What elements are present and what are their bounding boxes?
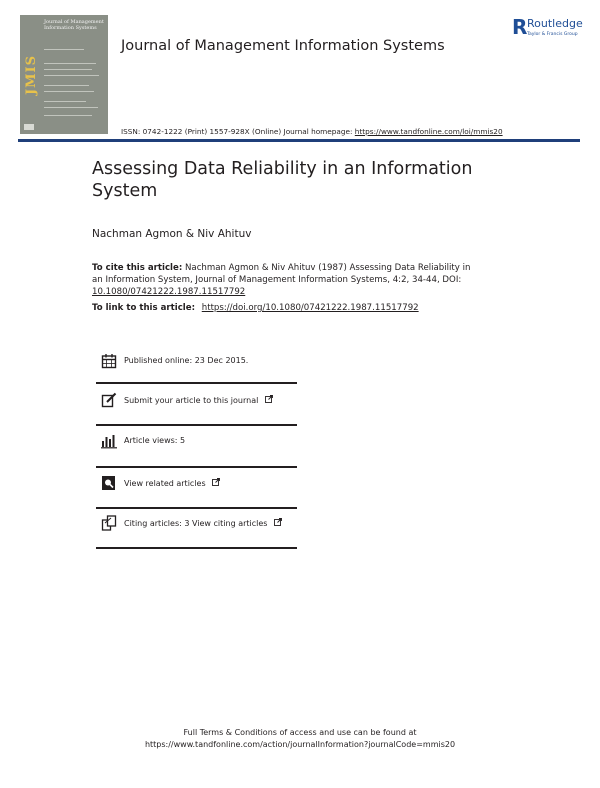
cite-label: To cite this article: [92,263,183,273]
info-divider [96,424,297,426]
journal-title: Journal of Management Information Systems [121,38,445,54]
related-articles-label: View related articles [124,479,206,488]
link-label: To link to this article: [92,303,196,313]
cite-text: Nachman Agmon & Niv Ahituv (1987) Assessing Data Reliability in an Information System, Journal of Management Information Systems, 4:2, 34-44, DOI: [92,263,471,285]
cover-line [44,91,94,92]
article-title: Assessing Data Reliability in an Information System [92,159,473,201]
calendar-icon [101,353,117,369]
cover-line [44,69,92,70]
submit-article-link[interactable] [96,392,297,432]
external-link-icon [274,518,282,526]
edit-icon [101,392,117,408]
cover-line [44,115,92,116]
cover-line [44,63,96,64]
publisher-subtitle: Taylor & Francis Group [527,32,578,37]
article-views-label: Article views: 5 [124,436,186,445]
issn-line [121,127,503,136]
cover-line [44,107,98,108]
search-document-icon [101,475,117,491]
citing-articles-link[interactable] [96,515,297,555]
cover-line [44,101,86,102]
submit-article-label: Submit your article to this journal [124,396,259,405]
cover-line [44,85,89,86]
cover-line [44,75,99,76]
citation-block [92,262,472,298]
cover-title-text: Journal of Management Information Systems [44,19,104,31]
related-articles-label-wrap [124,478,220,488]
info-divider [96,466,297,468]
article-link-line [92,303,419,313]
external-link-icon [265,395,273,403]
bar-chart-icon [101,433,117,449]
article-authors: Nachman Agmon & Niv Ahituv [92,228,252,240]
cover-line [44,49,84,50]
citing-articles-icon [101,515,117,531]
external-link-icon [212,478,220,486]
footer [0,727,600,751]
publisher-name: Routledge [527,17,583,30]
publisher-logo [512,15,592,43]
info-divider [96,547,297,549]
header-divider [18,139,580,142]
citing-articles-label-wrap [124,518,282,528]
info-divider [96,382,297,384]
issn-text: ISSN: 0742-1222 (Print) 1557-928X (Online) Journal homepage: [121,127,353,136]
submit-article-label-wrap [124,395,273,405]
footer-terms-link[interactable]: https://www.tandfonline.com/action/journalInformation?journalCode=mmis20 [144,740,456,749]
published-online-item [96,353,297,393]
related-articles-link[interactable] [96,475,297,515]
journal-cover-image [20,15,108,134]
article-doi-link[interactable]: https://doi.org/10.1080/07421222.1987.11517792 [201,303,419,313]
info-divider [96,507,297,509]
cite-doi-link[interactable]: 10.1080/07421222.1987.11517792 [92,287,246,297]
citing-articles-label: Citing articles: 3 View citing articles [124,519,268,528]
cover-spine-text: JMIS [24,55,39,96]
routledge-r-icon: R [512,15,528,39]
footer-terms-text: Full Terms & Conditions of access and use can be found at [183,728,417,737]
published-online-label: Published online: 23 Dec 2015. [124,356,249,365]
cover-publisher-logo [24,124,34,130]
journal-homepage-link[interactable]: https://www.tandfonline.com/loi/mmis20 [354,127,503,136]
